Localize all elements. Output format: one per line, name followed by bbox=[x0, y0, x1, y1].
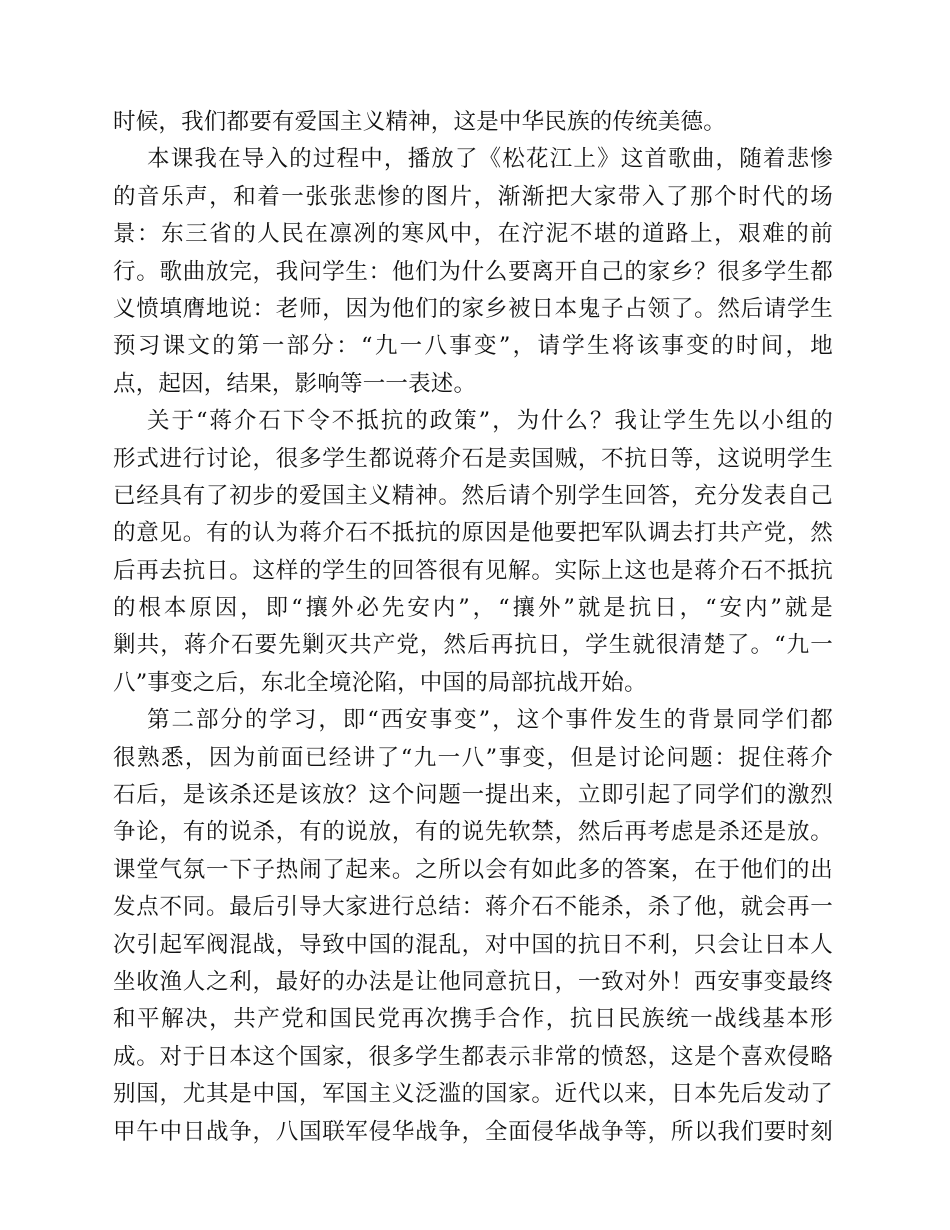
text-line: 成。对于日本这个国家，很多学生都表示非常的愤怒，这是个喜欢侵略 bbox=[113, 1043, 833, 1070]
text-line: 预习课文的第一部分：“九一八事变”，请学生将该事变的时间，地 bbox=[113, 333, 833, 360]
paragraph-start-line: 本课我在导入的过程中，播放了《松花江上》这首歌曲，随着悲惨 bbox=[147, 146, 833, 173]
text-line: 后再去抗日。这样的学生的回答很有见解。实际上这也是蒋介石不抵抗 bbox=[113, 557, 833, 584]
text-line: 发点不同。最后引导大家进行总结：蒋介石不能杀，杀了他，就会再一 bbox=[113, 894, 833, 921]
paragraph-start-line: 关于“蒋介石下令不抵抗的政策”，为什么？我让学生先以小组的 bbox=[147, 408, 833, 435]
text-line: 的意见。有的认为蒋介石不抵抗的原因是他要把军队调去打共产党，然 bbox=[113, 520, 833, 547]
text-line: 义愤填膺地说：老师，因为他们的家乡被日本鬼子占领了。然后请学生 bbox=[113, 295, 833, 322]
text-line: 已经具有了初步的爱国主义精神。然后请个别学生回答，充分发表自己 bbox=[113, 482, 833, 509]
text-line: 坐收渔人之利，最好的办法是让他同意抗日，一致对外！西安事变最终 bbox=[113, 968, 833, 995]
text-line: 争论，有的说杀，有的说放，有的说先软禁，然后再考虑是杀还是放。 bbox=[113, 819, 833, 846]
text-line: 的根本原因，即“攘外必先安内”，“攘外”就是抗日，“安内”就是 bbox=[113, 595, 833, 622]
text-line: 很熟悉，因为前面已经讲了“九一八”事变，但是讨论问题：捉住蒋介 bbox=[113, 744, 833, 771]
text-line: 景：东三省的人民在凛冽的寒风中，在泞泥不堪的道路上，艰难的前 bbox=[113, 221, 833, 248]
text-line: 点，起因，结果，影响等一一表述。 bbox=[113, 370, 477, 397]
text-line: 八”事变之后，东北全境沦陷，中国的局部抗战开始。 bbox=[113, 669, 647, 696]
text-line: 次引起军阀混战，导致中国的混乱，对中国的抗日不利，只会让日本人 bbox=[113, 931, 833, 958]
text-line: 石后，是该杀还是该放？这个问题一提出来，立即引起了同学们的激烈 bbox=[113, 782, 833, 809]
text-line: 剿共，蒋介石要先剿灭共产党，然后再抗日，学生就很清楚了。“九一 bbox=[113, 632, 833, 659]
text-line: 和平解决，共产党和国民党再次携手合作，抗日民族统一战线基本形 bbox=[113, 1006, 833, 1033]
text-line: 课堂气氛一下子热闹了起来。之所以会有如此多的答案，在于他们的出 bbox=[113, 856, 833, 883]
text-line: 行。歌曲放完，我问学生：他们为什么要离开自己的家乡？很多学生都 bbox=[113, 258, 833, 285]
text-line: 的音乐声，和着一张张悲惨的图片，渐渐把大家带入了那个时代的场 bbox=[113, 183, 833, 210]
text-line: 形式进行讨论，很多学生都说蒋介石是卖国贼，不抗日等，这说明学生 bbox=[113, 445, 833, 472]
text-line: 时候，我们都要有爱国主义精神，这是中华民族的传统美德。 bbox=[113, 109, 726, 135]
text-line: 别国，尤其是中国，军国主义泛滥的国家。近代以来，日本先后发动了 bbox=[113, 1081, 833, 1108]
text-line: 甲午中日战争，八国联军侵华战争，全面侵华战争等，所以我们要时刻 bbox=[113, 1118, 833, 1145]
paragraph-start-line: 第二部分的学习，即“西安事变”，这个事件发生的背景同学们都 bbox=[147, 707, 833, 734]
